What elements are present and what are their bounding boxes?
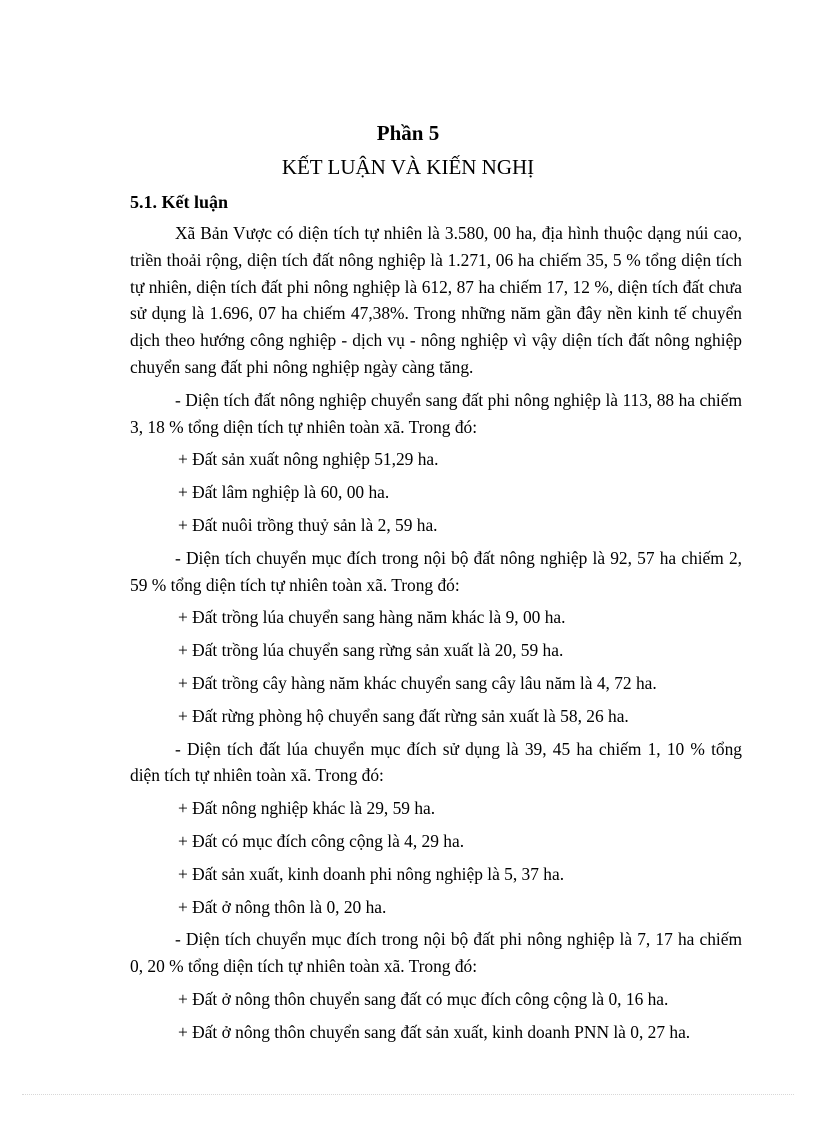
page-bottom-divider — [22, 1094, 794, 1095]
list-item: + Đất lâm nghiệp là 60, 00 ha. — [178, 482, 390, 503]
list-item: + Đất trồng cây hàng năm khác chuyển sang cây lâu năm là 4, 72 ha. — [178, 672, 657, 693]
paragraph: Xã Bản Vược có diện tích tự nhiên là 3.580, 00 ha, địa hình thuộc dạng núi cao, triền thoải rộng, diện tích đất nông nghiệp là 1.271, 06 ha chiếm 35, 5 % tổng diện tích tự nhiên, diện tích đất phi nông nghiệp là 612, 87 ha chiếm 17, 12 %, diện tích đất chưa sử dụng là 1.696, 07 ha chiếm 47,38%. Trong những năm gần đây nền kinh tế chuyển dịch theo hướng công nghiệp - dịch vụ - nông nghiệp vì vậy diện tích đất nông nghiệp chuyển sang đất phi nông nghiệp ngày càng tăng. — [130, 223, 742, 377]
list-item: + Đất ở nông thôn chuyển sang đất sản xuất, kinh doanh PNN là 0, 27 ha. — [178, 1021, 691, 1042]
list-item: + Đất nông nghiệp khác là 29, 59 ha. — [178, 798, 436, 819]
paragraph: - Diện tích đất lúa chuyển mục đích sử dụng là 39, 45 ha chiếm 1, 10 % tổng diện tích tự nhiên toàn xã. Trong đó: — [130, 738, 742, 786]
chapter-title: KẾT LUẬN VÀ KIẾN NGHỊ — [281, 155, 535, 179]
list-item: + Đất rừng phòng hộ chuyển sang đất rừng sản xuất là 58, 26 ha. — [178, 705, 629, 726]
list-item: + Đất ở nông thôn chuyển sang đất có mục đích công cộng là 0, 16 ha. — [178, 988, 669, 1009]
list-item: + Đất ở nông thôn là 0, 20 ha. — [178, 896, 387, 917]
section-heading: 5.1. Kết luận — [130, 192, 229, 212]
paragraph: - Diện tích đất nông nghiệp chuyển sang đất phi nông nghiệp là 113, 88 ha chiếm 3, 18 % tổng diện tích tự nhiên toàn xã. Trong đó: — [130, 389, 742, 437]
paragraph: - Diện tích chuyển mục đích trong nội bộ đất phi nông nghiệp là 7, 17 ha chiếm 0, 20 % tổng diện tích tự nhiên toàn xã. Trong đó: — [130, 929, 742, 977]
list-item: + Đất sản xuất nông nghiệp 51,29 ha. — [178, 449, 439, 470]
list-item: + Đất có mục đích công cộng là 4, 29 ha. — [178, 830, 465, 851]
list-item: + Đất trồng lúa chuyển sang hàng năm khác là 9, 00 ha. — [178, 607, 566, 628]
part-title: Phần 5 — [376, 121, 440, 145]
paragraph: - Diện tích chuyển mục đích trong nội bộ đất nông nghiệp là 92, 57 ha chiếm 2, 59 % tổng diện tích tự nhiên toàn xã. Trong đó: — [130, 547, 742, 595]
list-item: + Đất nuôi trồng thuỷ sản là 2, 59 ha. — [178, 514, 438, 535]
document-body — [130, 220, 742, 1052]
list-item: + Đất trồng lúa chuyển sang rừng sản xuất là 20, 59 ha. — [178, 640, 564, 661]
list-item: + Đất sản xuất, kinh doanh phi nông nghiệp là 5, 37 ha. — [178, 863, 565, 884]
